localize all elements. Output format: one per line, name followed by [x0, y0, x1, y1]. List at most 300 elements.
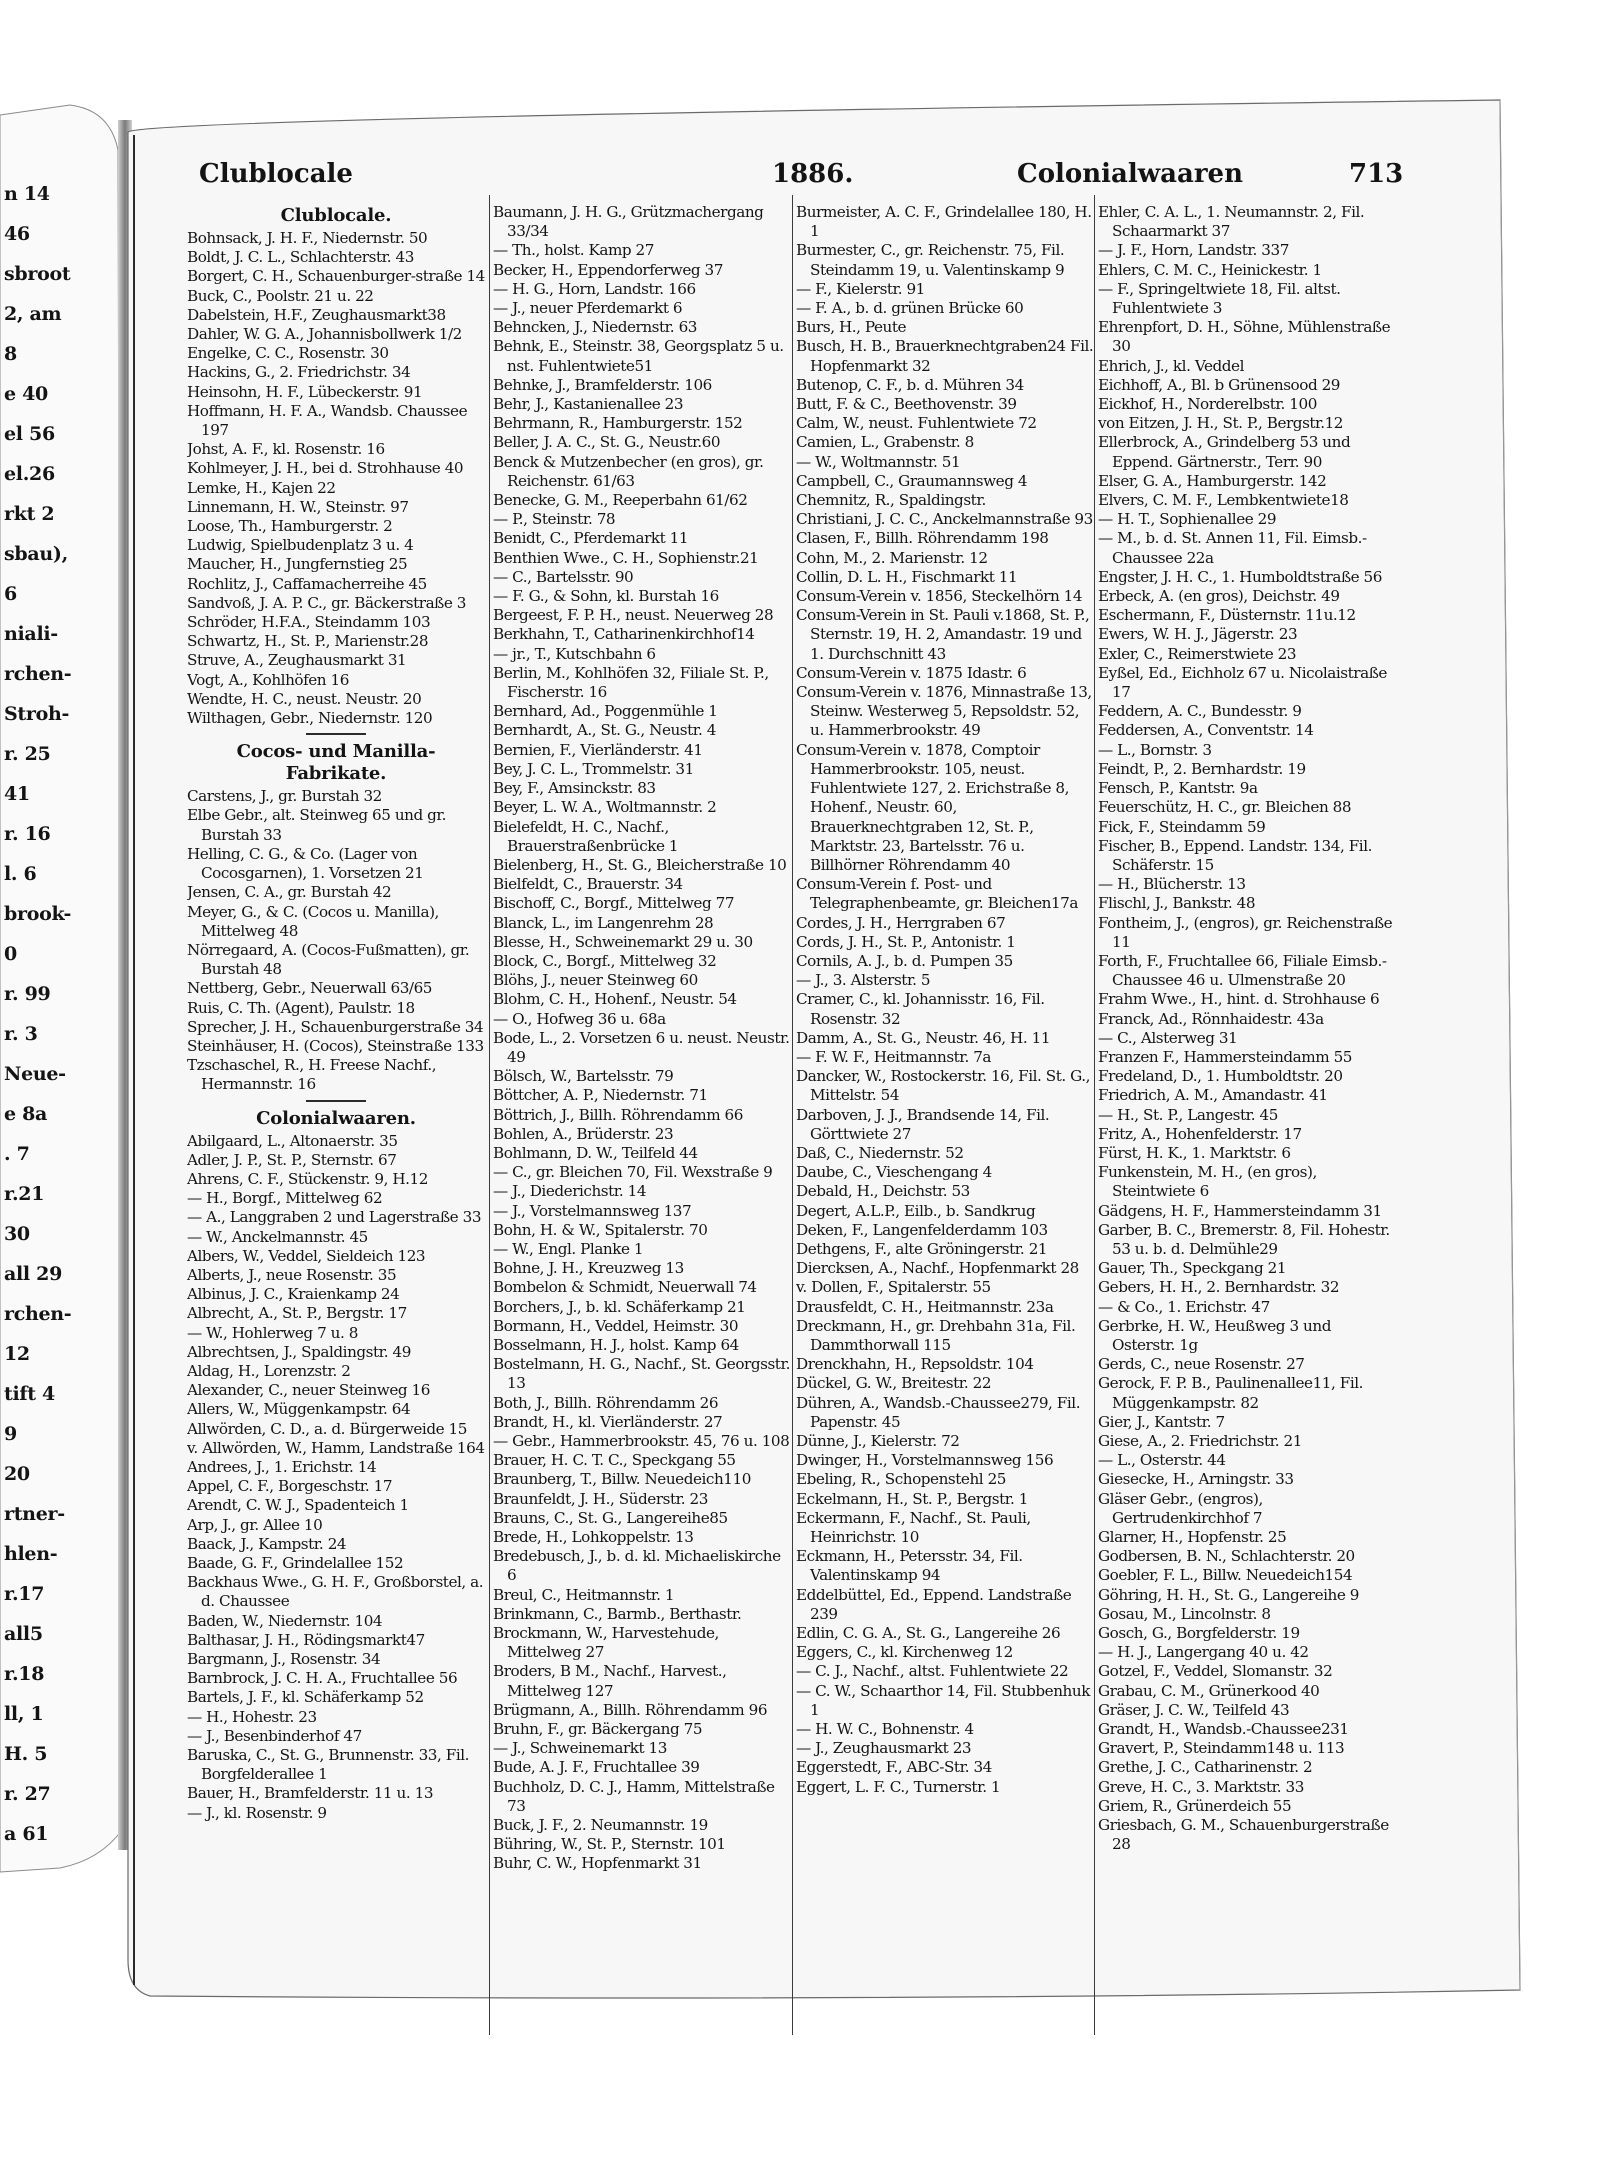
directory-entry: Consum-Verein v. 1876, Minnastraße 13, Steinw. Westerweg 5, Repsoldstr. 52, u. Hammerbrookstr. 49: [796, 683, 1092, 740]
column-divider: [1094, 195, 1095, 2035]
directory-entry: Eyßel, Ed., Eichholz 67 u. Nicolaistraße 17: [1098, 663, 1387, 702]
directory-entry: Appel, C. F., Borgeschstr. 17: [187, 1477, 393, 1496]
directory-entry: Gräser, J. C. W., Teilfeld 43: [1098, 1700, 1290, 1719]
directory-entry: Grandt, H., Wandsb.-Chaussee231: [1098, 1720, 1349, 1739]
directory-entry: Chemnitz, R., Spaldingstr.: [796, 491, 986, 510]
directory-entry: — H. G., Horn, Landstr. 166: [493, 279, 696, 298]
directory-entry: Ludwig, Spielbudenplatz 3 u. 4: [187, 536, 414, 555]
directory-entry: Sandvoß, J. A. P. C., gr. Bäckerstraße 3: [187, 593, 467, 612]
directory-entry: Berlin, M., Kohlhöfen 32, Filiale St. P., Fischerstr. 16: [493, 663, 769, 702]
facing-page-line: all 29: [4, 1263, 63, 1285]
facing-page-line: l. 6: [4, 863, 37, 885]
directory-entry: Behnke, J., Bramfelderstr. 106: [493, 375, 712, 394]
directory-entry: Ebeling, R., Schopenstehl 25: [796, 1470, 1006, 1489]
directory-entry: Bohlmann, D. W., Teilfeld 44: [493, 1143, 698, 1162]
directory-entry: Brügmann, A., Billh. Röhrendamm 96: [493, 1700, 768, 1719]
directory-entry: Bruhn, F., gr. Bäckergang 75: [493, 1720, 703, 1739]
directory-entry: Nörregaard, A. (Cocos-Fußmatten), gr. Burstah 48: [187, 940, 470, 979]
header-right-title: Colonialwaaren: [1017, 159, 1243, 189]
directory-entry: Brandt, H., kl. Vierländerstr. 27: [493, 1412, 723, 1431]
directory-entry: Ewers, W. H. J., Jägerstr. 23: [1098, 625, 1298, 644]
directory-entry: Degert, A.L.P., Eilb., b. Sandkrug: [796, 1201, 1036, 1220]
directory-entry: Godbersen, B. N., Schlachterstr. 20: [1098, 1547, 1355, 1566]
directory-entry: Greve, H. C., 3. Marktstr. 33: [1098, 1777, 1304, 1796]
directory-entry: — J., Schweinemarkt 13: [493, 1739, 667, 1758]
running-header: [187, 159, 1404, 195]
directory-entry: — H., Hohestr. 23: [187, 1707, 317, 1726]
directory-entry: Fürst, H. K., 1. Marktstr. 6: [1098, 1143, 1291, 1162]
directory-entry: Christiani, J. C. C., Anckelmannstraße 93: [796, 510, 1093, 529]
facing-page-line: e 8a: [4, 1103, 48, 1125]
directory-entry: Ehrenpfort, D. H., Söhne, Mühlenstraße 30: [1098, 318, 1391, 356]
directory-entry: Benidt, C., Pferdemarkt 11: [493, 529, 689, 548]
directory-entry: Bernien, F., Vierländerstr. 41: [493, 740, 703, 759]
directory-entry: Garber, B. C., Bremerstr. 8, Fil. Hohestr. 53 u. b. d. Delmühle29: [1098, 1220, 1390, 1258]
directory-entry: Bostelmann, H. G., Nachf., St. Georgsstr. 13: [493, 1355, 790, 1393]
facing-page-line: Stroh-: [4, 703, 70, 725]
facing-page-line: r. 99: [4, 983, 51, 1005]
facing-page-line: 30: [4, 1223, 30, 1245]
directory-entry: Both, J., Billh. Röhrendamm 26: [493, 1393, 719, 1412]
directory-entry: Grethe, J. C., Catharinenstr. 2: [1098, 1758, 1313, 1777]
directory-entry: Gosau, M., Lincolnstr. 8: [1098, 1604, 1271, 1623]
directory-entry: Arp, J., gr. Allee 10: [187, 1515, 323, 1534]
directory-entry: Bohne, J. H., Kreuzweg 13: [493, 1259, 684, 1278]
directory-entry: Bernhard, Ad., Poggenmühle 1: [493, 702, 718, 721]
directory-entry: Blesse, H., Schweinemarkt 29 u. 30: [493, 932, 753, 951]
directory-entry: Göhring, H. H., St. G., Langereihe 9: [1098, 1585, 1359, 1604]
directory-entry: Bosselmann, H. J., holst. Kamp 64: [493, 1335, 739, 1354]
directory-entry: Eckermann, F., Nachf., St. Pauli, Heinrichstr. 10: [796, 1508, 1031, 1547]
directory-entry: — H. J., Langergang 40 u. 42: [1098, 1643, 1309, 1662]
directory-entry: Funkenstein, M. H., (en gros), Steintwiete 6: [1098, 1163, 1317, 1201]
directory-entry: Franzen F., Hammersteindamm 55: [1098, 1047, 1352, 1066]
directory-entry: Blanck, L., im Langenrehm 28: [493, 913, 714, 932]
directory-entry: — H. W. C., Bohnenstr. 4: [796, 1720, 974, 1739]
directory-entry: — C. W., Schaarthor 14, Fil. Stubbenhuk 1: [796, 1681, 1090, 1719]
directory-entry: Böttrich, J., Billh. Röhrendamm 66: [493, 1105, 743, 1124]
directory-entry: Benthien Wwe., C. H., Sophienstr.21: [493, 548, 759, 567]
directory-entry: Helling, C. G., & Co. (Lager von Cocosgarnen), 1. Vorsetzen 21: [187, 844, 424, 883]
facing-page-line: rkt 2: [4, 503, 55, 525]
directory-entry: Bergeest, F. P. H., neust. Neuerweg 28: [493, 606, 774, 625]
directory-entry: Behnk, E., Steinstr. 38, Georgsplatz 5 u. nst. Fuhlentwiete51: [493, 337, 784, 375]
directory-entry: Drenckhahn, H., Repsoldstr. 104: [796, 1355, 1034, 1374]
directory-entry: Brinkmann, C., Barmb., Berthastr.: [493, 1604, 742, 1623]
directory-entry: Giese, A., 2. Friedrichstr. 21: [1098, 1432, 1302, 1450]
directory-entry: Gier, J., Kantstr. 7: [1098, 1412, 1225, 1431]
directory-entry: Gläser Gebr., (engros), Gertrudenkirchhof 7: [1098, 1489, 1263, 1527]
directory-entry: Dückel, G. W., Breitestr. 22: [796, 1374, 992, 1393]
directory-entry: Drausfeldt, C. H., Heitmannstr. 23a: [796, 1297, 1054, 1316]
facing-page-line: r. 25: [4, 743, 51, 765]
directory-entry: — P., Steinstr. 78: [493, 510, 616, 529]
directory-entry: Consum-Verein in St. Pauli v.1868, St. P., Sternstr. 19, H. 2, Amandastr. 19 und 1. Durchschnitt 43: [796, 606, 1090, 663]
directory-entry: Alberts, J., neue Rosenstr. 35: [187, 1265, 397, 1284]
directory-entry: Buck, C., Poolstr. 21 u. 22: [187, 286, 374, 305]
section-heading: Clublocale.: [280, 205, 392, 226]
directory-entry: Feddersen, A., Conventstr. 14: [1098, 721, 1314, 740]
directory-entry: — C. J., Nachf., altst. Fuhlentwiete 22: [796, 1662, 1069, 1681]
facing-page-line: ll, 1: [4, 1703, 44, 1725]
directory-entry: — J., kl. Rosenstr. 9: [187, 1803, 327, 1822]
directory-entry: Brauns, C., St. G., Langereihe85: [493, 1508, 728, 1527]
directory-entry: Balthasar, J. H., Rödingsmarkt47: [187, 1630, 425, 1649]
directory-entry: Eckmann, H., Petersstr. 34, Fil. Valentinskamp 94: [796, 1547, 1023, 1585]
directory-entry: Cornils, A. J., b. d. Pumpen 35: [796, 951, 1013, 970]
directory-entry: — F. W. F., Heitmannstr. 7a: [796, 1047, 992, 1066]
directory-entry: Behrmann, R., Hamburgerstr. 152: [493, 414, 743, 433]
directory-entry: — H., St. P., Langestr. 45: [1098, 1105, 1278, 1124]
facing-page-line: brook-: [4, 903, 72, 925]
directory-entry: — J., 3. Alsterstr. 5: [796, 971, 931, 990]
directory-entry: Breul, C., Heitmannstr. 1: [493, 1585, 675, 1604]
directory-entry: — F., Springeltwiete 18, Fil. altst. Fuhlentwiete 3: [1098, 279, 1341, 318]
directory-entry: Meyer, G., & C. (Cocos u. Manilla), Mittelweg 48: [187, 902, 439, 940]
directory-entry: Fischer, B., Eppend. Landstr. 134, Fil. Schäferstr. 15: [1098, 836, 1372, 874]
directory-entry: Jensen, C. A., gr. Burstah 42: [187, 883, 392, 902]
column-divider: [792, 195, 793, 2035]
directory-entry: Struve, A., Zeughausmarkt 31: [187, 651, 407, 670]
directory-entry: Eickhof, H., Norderelbstr. 100: [1098, 395, 1317, 414]
facing-page-line: 0: [4, 943, 17, 965]
directory-entry: Tzschaschel, R., H. Freese Nachf., Hermannstr. 16: [187, 1056, 437, 1094]
directory-entry: Eichhoff, A., Bl. b Grünensood 29: [1098, 375, 1341, 394]
directory-entry: Burmester, C., gr. Reichenstr. 75, Fil. Steindamm 19, u. Valentinskamp 9: [796, 241, 1065, 279]
directory-entry: Ehler, C. A. L., 1. Neumannstr. 2, Fil. Schaarmarkt 37: [1098, 203, 1365, 241]
directory-entry: Bargmann, J., Rosenstr. 34: [187, 1650, 381, 1669]
facing-page-line: 9: [4, 1423, 17, 1445]
directory-entry: Bohnsack, J. H. F., Niedernstr. 50: [187, 229, 428, 247]
directory-entry: Busch, H. B., Brauerknechtgraben24 Fil. Hopfenmarkt 32: [796, 337, 1094, 375]
directory-entry: Edlin, C. G. A., St. G., Langereihe 26: [796, 1624, 1061, 1643]
directory-entry: Diercksen, A., Nachf., Hopfenmarkt 28: [796, 1259, 1079, 1278]
page-number: 713: [1349, 159, 1404, 189]
directory-entry: Griesbach, G. M., Schauenburgerstraße 28: [1098, 1816, 1389, 1854]
directory-entry: Bielenberg, H., St. G., Bleicherstraße 10: [493, 855, 787, 874]
directory-entry: Buchholz, D. C. J., Hamm, Mittelstraße 73: [493, 1777, 775, 1815]
facing-page-line: 8: [4, 343, 17, 365]
directory-entry: Brauer, H. C. T. C., Speckgang 55: [493, 1451, 736, 1470]
directory-entry: Dreckmann, H., gr. Drehbahn 31a, Fil. Dammthorwall 115: [796, 1316, 1076, 1354]
facing-page-line: sbroot: [4, 263, 71, 285]
directory-entry: Alexander, C., neuer Steinweg 16: [187, 1381, 430, 1400]
facing-page-line: r.21: [4, 1183, 45, 1205]
directory-entry: Bölsch, W., Bartelsstr. 79: [493, 1067, 674, 1086]
directory-entry: Gosch, G., Borgfelderstr. 19: [1098, 1624, 1300, 1643]
directory-entry: Linnemann, H. W., Steinstr. 97: [187, 497, 409, 516]
column-4: [1098, 203, 1396, 2033]
directory-entry: Dancker, W., Rostockerstr. 16, Fil. St. G., Mittelstr. 54: [796, 1067, 1091, 1105]
directory-entry: Wendte, H. C., neust. Neustr. 20: [187, 689, 422, 708]
directory-entry: Daß, C., Niedernstr. 52: [796, 1143, 964, 1162]
directory-entry: Albers, W., Veddel, Sieldeich 123: [187, 1246, 426, 1265]
directory-entry: Bombelon & Schmidt, Neuerwall 74: [493, 1278, 757, 1297]
directory-entry: — J., Zeughausmarkt 23: [796, 1739, 972, 1758]
directory-entry: v. Allwörden, W., Hamm, Landstraße 164: [187, 1438, 485, 1457]
directory-entry: Braunfeldt, J. H., Süderstr. 23: [493, 1489, 708, 1508]
directory-entry: — J., Diederichstr. 14: [493, 1182, 647, 1201]
directory-entry: Maucher, H., Jungfernstieg 25: [187, 555, 408, 574]
directory-entry: Exler, C., Reimerstwiete 23: [1098, 644, 1297, 663]
facing-page-line: el.26: [4, 463, 55, 485]
facing-page-line: Neue-: [4, 1063, 66, 1085]
facing-page-line: 2, am: [4, 303, 62, 325]
directory-entry: Bartels, J. F., kl. Schäferkamp 52: [187, 1688, 424, 1707]
directory-entry: Block, C., Borgf., Mittelweg 32: [493, 951, 717, 970]
directory-entry: v. Dollen, F., Spitalerstr. 55: [796, 1278, 991, 1297]
directory-entry: Eddelbüttel, Ed., Eppend. Landstraße 239: [796, 1585, 1072, 1623]
directory-entry: — F. G., & Sohn, kl. Burstah 16: [493, 587, 719, 606]
directory-entry: Consum-Verein v. 1856, Steckelhörn 14: [796, 587, 1083, 606]
directory-entry: Albinus, J. C., Kraienkamp 24: [187, 1285, 400, 1304]
facing-page-line: rtner-: [4, 1503, 65, 1525]
facing-page-line: . 7: [4, 1143, 30, 1165]
directory-entry: Gädgens, H. F., Hammersteindamm 31: [1098, 1201, 1382, 1220]
directory-entry: Kohlmeyer, J. H., bei d. Strohhause 40: [187, 459, 464, 478]
directory-entry: — F., Kielerstr. 91: [796, 279, 925, 298]
directory-entry: Damm, A., St. G., Neustr. 46, H. 11: [796, 1028, 1051, 1047]
directory-entry: Böttcher, A. P., Niedernstr. 71: [493, 1086, 708, 1105]
directory-entry: — & Co., 1. Erichstr. 47: [1098, 1297, 1270, 1316]
directory-entry: — W., Anckelmannstr. 45: [187, 1227, 368, 1246]
directory-entry: Gravert, P., Steindamm148 u. 113: [1098, 1739, 1345, 1758]
directory-entry: Beyer, L. W. A., Woltmannstr. 2: [493, 798, 717, 817]
facing-page-line: 41: [4, 783, 30, 805]
section-divider: [306, 1100, 366, 1102]
directory-entry: Fritz, A., Hohenfelderstr. 17: [1098, 1124, 1302, 1143]
directory-entry: Beller, J. A. C., St. G., Neustr.60: [493, 433, 721, 452]
directory-entry: Loose, Th., Hamburgerstr. 2: [187, 517, 393, 536]
directory-entry: Gerock, F. P. B., Paulinenallee11, Fil. Müggenkampstr. 82: [1098, 1374, 1364, 1412]
directory-entry: Consum-Verein v. 1878, Comptoir Hammerbrookstr. 105, neust. Fuhlentwiete 127, 2. Erichstraße 8, Hohenf., Neustr. 60, Brauerknechtgraben 12, St. P., Marktstr. 23, Bartelsstr. 76 u. Billhörner Röhrendamm 40: [796, 740, 1069, 874]
directory-entry: Hoffmann, H. F. A., Wandsb. Chaussee 197: [187, 401, 468, 440]
directory-entry: Vogt, A., Kohlhöfen 16: [187, 670, 349, 689]
directory-entry: Steinhäuser, H. (Cocos), Steinstraße 133: [187, 1036, 484, 1055]
directory-entry: Bode, L., 2. Vorsetzen 6 u. neust. Neustr. 49: [493, 1028, 790, 1066]
directory-entry: — O., Hofweg 36 u. 68a: [493, 1009, 666, 1028]
directory-entry: Butt, F. & C., Beethovenstr. 39: [796, 395, 1017, 414]
directory-entry: Dühren, A., Wandsb.-Chaussee279, Fil. Papenstr. 45: [796, 1393, 1081, 1431]
section-heading: Cocos- und Manilla-Fabrikate.: [236, 741, 436, 785]
directory-entry: Feuerschütz, H. C., gr. Bleichen 88: [1098, 798, 1352, 817]
directory-entry: Dünne, J., Kielerstr. 72: [796, 1432, 960, 1450]
directory-entry: Cohn, M., 2. Marienstr. 12: [796, 548, 988, 567]
directory-entry: Debald, H., Deichstr. 53: [796, 1182, 970, 1201]
directory-entry: Behncken, J., Niedernstr. 63: [493, 318, 697, 337]
directory-entry: Cordes, J. H., Herrgraben 67: [796, 913, 1006, 932]
directory-entry: Eggerstedt, F., ABC-Str. 34: [796, 1758, 992, 1777]
column-2: [493, 203, 791, 2033]
directory-entry: Hackins, G., 2. Friedrichstr. 34: [187, 363, 411, 382]
directory-entry: Fredeland, D., 1. Humboldtstr. 20: [1098, 1067, 1343, 1086]
directory-entry: Ehlers, C. M. C., Heinickestr. 1: [1098, 260, 1322, 279]
directory-entry: Ahrens, C. F., Stückenstr. 9, H.12: [187, 1169, 428, 1188]
directory-entry: Becker, H., Eppendorferweg 37: [493, 260, 723, 279]
directory-entry: Franck, Ad., Rönnhaidestr. 43a: [1098, 1009, 1324, 1028]
directory-entry: Giesecke, H., Arningstr. 33: [1098, 1470, 1294, 1489]
directory-entry: Johst, A. F., kl. Rosenstr. 16: [187, 440, 385, 459]
directory-entry: Benecke, G. M., Reeperbahn 61/62: [493, 491, 748, 510]
directory-entry: Glarner, H., Hopfenstr. 25: [1098, 1528, 1287, 1547]
directory-entry: Elvers, C. M. F., Lembkentwiete18: [1098, 491, 1349, 510]
directory-entry: Bormann, H., Veddel, Heimstr. 30: [493, 1316, 739, 1335]
directory-entry: Camien, L., Grabenstr. 8: [796, 433, 974, 452]
directory-entry: — C., Alsterweg 31: [1098, 1028, 1238, 1047]
directory-entry: — J., neuer Pferdemarkt 6: [493, 299, 683, 318]
directory-entry: Albrecht, A., St. P., Bergstr. 17: [187, 1304, 407, 1323]
directory-entry: Bude, A. J. F., Fruchtallee 39: [493, 1758, 700, 1777]
directory-entry: Braunberg, T., Billw. Neuedeich110: [493, 1470, 751, 1489]
facing-page-line: 6: [4, 583, 17, 605]
directory-entry: Grabau, C. M., Grünerkood 40: [1098, 1681, 1320, 1700]
directory-entry: Blöhs, J., neuer Steinweg 60: [493, 971, 698, 990]
directory-entry: Barnbrock, J. C. H. A., Fruchtallee 56: [187, 1669, 458, 1688]
directory-entry: Cramer, C., kl. Johannisstr. 16, Fil. Rosenstr. 32: [796, 990, 1045, 1028]
facing-page-line: tift 4: [4, 1383, 55, 1405]
directory-entry: Boldt, J. C. L., Schlachterstr. 43: [187, 248, 414, 267]
facing-page-line: rchen-: [4, 1303, 72, 1325]
directory-entry: Sprecher, J. H., Schauenburgerstraße 34: [187, 1017, 484, 1036]
directory-entry: Albrechtsen, J., Spaldingstr. 49: [187, 1342, 411, 1361]
directory-entry: Bredebusch, J., b. d. kl. Michaeliskirche 6: [493, 1547, 781, 1585]
facing-page-fragment: [0, 185, 106, 1885]
facing-page-line: r. 3: [4, 1023, 38, 1045]
directory-entry: Gebers, H. H., 2. Bernhardstr. 32: [1098, 1278, 1340, 1297]
directory-entry: Ehrich, J., kl. Veddel: [1098, 356, 1244, 375]
facing-page-line: 12: [4, 1343, 30, 1365]
facing-page-line: r.18: [4, 1663, 45, 1685]
directory-entry: Daube, C., Vieschengang 4: [796, 1163, 992, 1182]
column-3: [796, 203, 1094, 2033]
directory-entry: Fontheim, J., (engros), gr. Reichenstraße 11: [1098, 913, 1393, 951]
directory-entry: — J. F., Horn, Landstr. 337: [1098, 241, 1289, 260]
column-1: [187, 203, 485, 2033]
directory-entry: Friedrich, A. M., Amandastr. 41: [1098, 1086, 1328, 1105]
directory-entry: — H., Borgf., Mittelweg 62: [187, 1189, 383, 1208]
directory-entry: — W., Woltmannstr. 51: [796, 452, 961, 471]
directory-entry: Borgert, C. H., Schauenburger-straße 14: [187, 267, 485, 286]
directory-entry: — jr., T., Kutschbahn 6: [493, 644, 656, 663]
directory-entry: Eschermann, F., Düsternstr. 11u.12: [1098, 606, 1356, 625]
directory-entry: Dabelstein, H.F., Zeughausmarkt38: [187, 305, 446, 324]
directory-entry: Eckelmann, H., St. P., Bergstr. 1: [796, 1489, 1028, 1508]
directory-page: [187, 155, 1404, 2035]
directory-entry: Elbe Gebr., alt. Steinweg 65 und gr. Burstah 33: [187, 806, 446, 844]
directory-entry: Benck & Mutzenbecher (en gros), gr. Reichenstr. 61/63: [493, 452, 764, 490]
directory-entry: — J., Vorstelmannsweg 137: [493, 1201, 692, 1220]
directory-entry: Gerbrke, H. W., Heußweg 3 und Osterstr. 1g: [1098, 1316, 1331, 1354]
section-divider: [306, 733, 366, 735]
directory-entry: — W., Hohlerweg 7 u. 8: [187, 1323, 358, 1342]
directory-entry: Rochlitz, J., Caffamacherreihe 45: [187, 574, 427, 593]
directory-entry: — A., Langgraben 2 und Lagerstraße 33: [187, 1208, 482, 1227]
directory-entry: Frahm Wwe., H., hint. d. Strohhause 6: [1098, 990, 1380, 1009]
directory-entry: Ellerbrock, A., Grindelberg 53 und Eppend. Gärtnerstr., Terr. 90: [1098, 433, 1351, 471]
directory-entry: Dwinger, H., Vorstelmannsweg 156: [796, 1451, 1054, 1470]
directory-entry: — Th., holst. Kamp 27: [493, 241, 654, 260]
directory-entry: Baden, W., Niedernstr. 104: [187, 1611, 383, 1630]
directory-entry: Baade, G. F., Grindelallee 152: [187, 1554, 404, 1572]
directory-entry: Baumann, J. H. G., Grützmachergang 33/34: [493, 203, 764, 241]
directory-entry: Consum-Verein f. Post- und Telegraphenbeamte, gr. Bleichen17a: [796, 875, 1078, 913]
facing-page-line: H. 5: [4, 1743, 48, 1765]
directory-entry: Carstens, J., gr. Burstah 32: [187, 787, 382, 806]
directory-entry: Eggers, C., kl. Kirchenweg 12: [796, 1643, 1013, 1662]
facing-page-line: r. 16: [4, 823, 51, 845]
directory-entry: Erbeck, A. (en gros), Deichstr. 49: [1098, 587, 1340, 606]
directory-entry: Lemke, H., Kajen 22: [187, 478, 336, 497]
header-year: 1886.: [772, 159, 854, 189]
directory-entry: Feindt, P., 2. Bernhardstr. 19: [1098, 759, 1306, 778]
directory-entry: Engelke, C. C., Rosenstr. 30: [187, 344, 389, 363]
directory-entry: Schwartz, H., St. P., Marienstr.28: [187, 632, 429, 651]
directory-entry: Fensch, P., Kantstr. 9a: [1098, 779, 1258, 798]
facing-page-line: hlen-: [4, 1543, 58, 1565]
facing-page-line: r. 27: [4, 1783, 51, 1805]
directory-entry: — C., gr. Bleichen 70, Fil. Wexstraße 9: [493, 1163, 773, 1182]
directory-entry: Bey, J. C. L., Trommelstr. 31: [493, 759, 694, 778]
directory-entry: Butenop, C. F., b. d. Mühren 34: [796, 375, 1024, 394]
directory-entry: Broders, B M., Nachf., Harvest., Mittelweg 127: [493, 1662, 727, 1700]
directory-entry: Flischl, J., Bankstr. 48: [1098, 894, 1256, 913]
facing-page-line: sbau),: [4, 543, 68, 565]
directory-entry: Baack, J., Kampstr. 24: [187, 1534, 347, 1553]
directory-entry: — Gebr., Hammerbrookstr. 45, 76 u. 108: [493, 1432, 790, 1450]
directory-entry: Heinsohn, H. F., Lübeckerstr. 91: [187, 382, 423, 401]
directory-entry: Fick, F., Steindamm 59: [1098, 817, 1266, 836]
directory-entry: Borchers, J., b. kl. Schäferkamp 21: [493, 1297, 746, 1316]
directory-entry: Goebler, F. L., Billw. Neuedeich154: [1098, 1566, 1353, 1585]
directory-entry: — M., b. d. St. Annen 11, Fil. Eimsb.-Chaussee 22a: [1098, 529, 1367, 567]
directory-entry: — L., Osterstr. 44: [1098, 1451, 1226, 1470]
directory-entry: Adler, J. P., St. P., Sternstr. 67: [187, 1150, 397, 1169]
directory-entry: Behr, J., Kastanienallee 23: [493, 395, 684, 414]
facing-page-line: rchen-: [4, 663, 72, 685]
directory-entry: Backhaus Wwe., G. H. F., Großborstel, a. d. Chaussee: [187, 1573, 484, 1611]
directory-entry: Collin, D. L. H., Fischmarkt 11: [796, 567, 1018, 586]
directory-entry: Griem, R., Grünerdeich 55: [1098, 1796, 1292, 1815]
directory-entry: Brockmann, W., Harvestehude, Mittelweg 27: [493, 1624, 719, 1662]
column-divider: [489, 195, 490, 2035]
facing-page-line: all5: [4, 1623, 43, 1645]
directory-entry: Abilgaard, L., Altonaerstr. 35: [187, 1131, 398, 1150]
directory-entry: — H., Blücherstr. 13: [1098, 875, 1246, 894]
directory-entry: — L., Bornstr. 3: [1098, 740, 1212, 759]
directory-entry: Allers, W., Müggenkampstr. 64: [187, 1400, 411, 1419]
directory-entry: Forth, F., Fruchtallee 66, Filiale Eimsb.-Chaussee 46 u. Ulmenstraße 20: [1098, 951, 1387, 990]
directory-entry: Berkhahn, T., Catharinenkirchhof14: [493, 625, 755, 644]
directory-entry: Consum-Verein v. 1875 Idastr. 6: [796, 663, 1027, 682]
directory-entry: Gotzel, F., Veddel, Slomanstr. 32: [1098, 1662, 1333, 1681]
facing-page-line: 46: [4, 223, 30, 245]
directory-entry: Blohm, C. H., Hohenf., Neustr. 54: [493, 990, 737, 1009]
directory-entry: Bielfeldt, C., Brauerstr. 34: [493, 875, 683, 894]
directory-entry: Feddern, A. C., Bundesstr. 9: [1098, 702, 1302, 721]
directory-entry: Schröder, H.F.A., Steindamm 103: [187, 613, 431, 632]
directory-entry: Bernhardt, A., St. G., Neustr. 4: [493, 721, 716, 740]
directory-entry: — J., Besenbinderhof 47: [187, 1726, 362, 1745]
facing-page-line: r.17: [4, 1583, 45, 1605]
directory-entry: Dahler, W. G. A., Johannisbollwerk 1/2: [187, 325, 462, 344]
directory-entry: Darboven, J. J., Brandsende 14, Fil. Görttwiete 27: [796, 1105, 1050, 1143]
directory-entry: Brede, H., Lohkoppelstr. 13: [493, 1528, 694, 1547]
directory-entry: Buck, J. F., 2. Neumannstr. 19: [493, 1816, 708, 1835]
directory-entry: Bauer, H., Bramfelderstr. 11 u. 13: [187, 1784, 434, 1803]
directory-entry: Burs, H., Peute: [796, 318, 907, 337]
directory-entry: Calm, W., neust. Fuhlentwiete 72: [796, 414, 1037, 433]
directory-entry: Campbell, C., Graumannsweg 4: [796, 471, 1028, 490]
